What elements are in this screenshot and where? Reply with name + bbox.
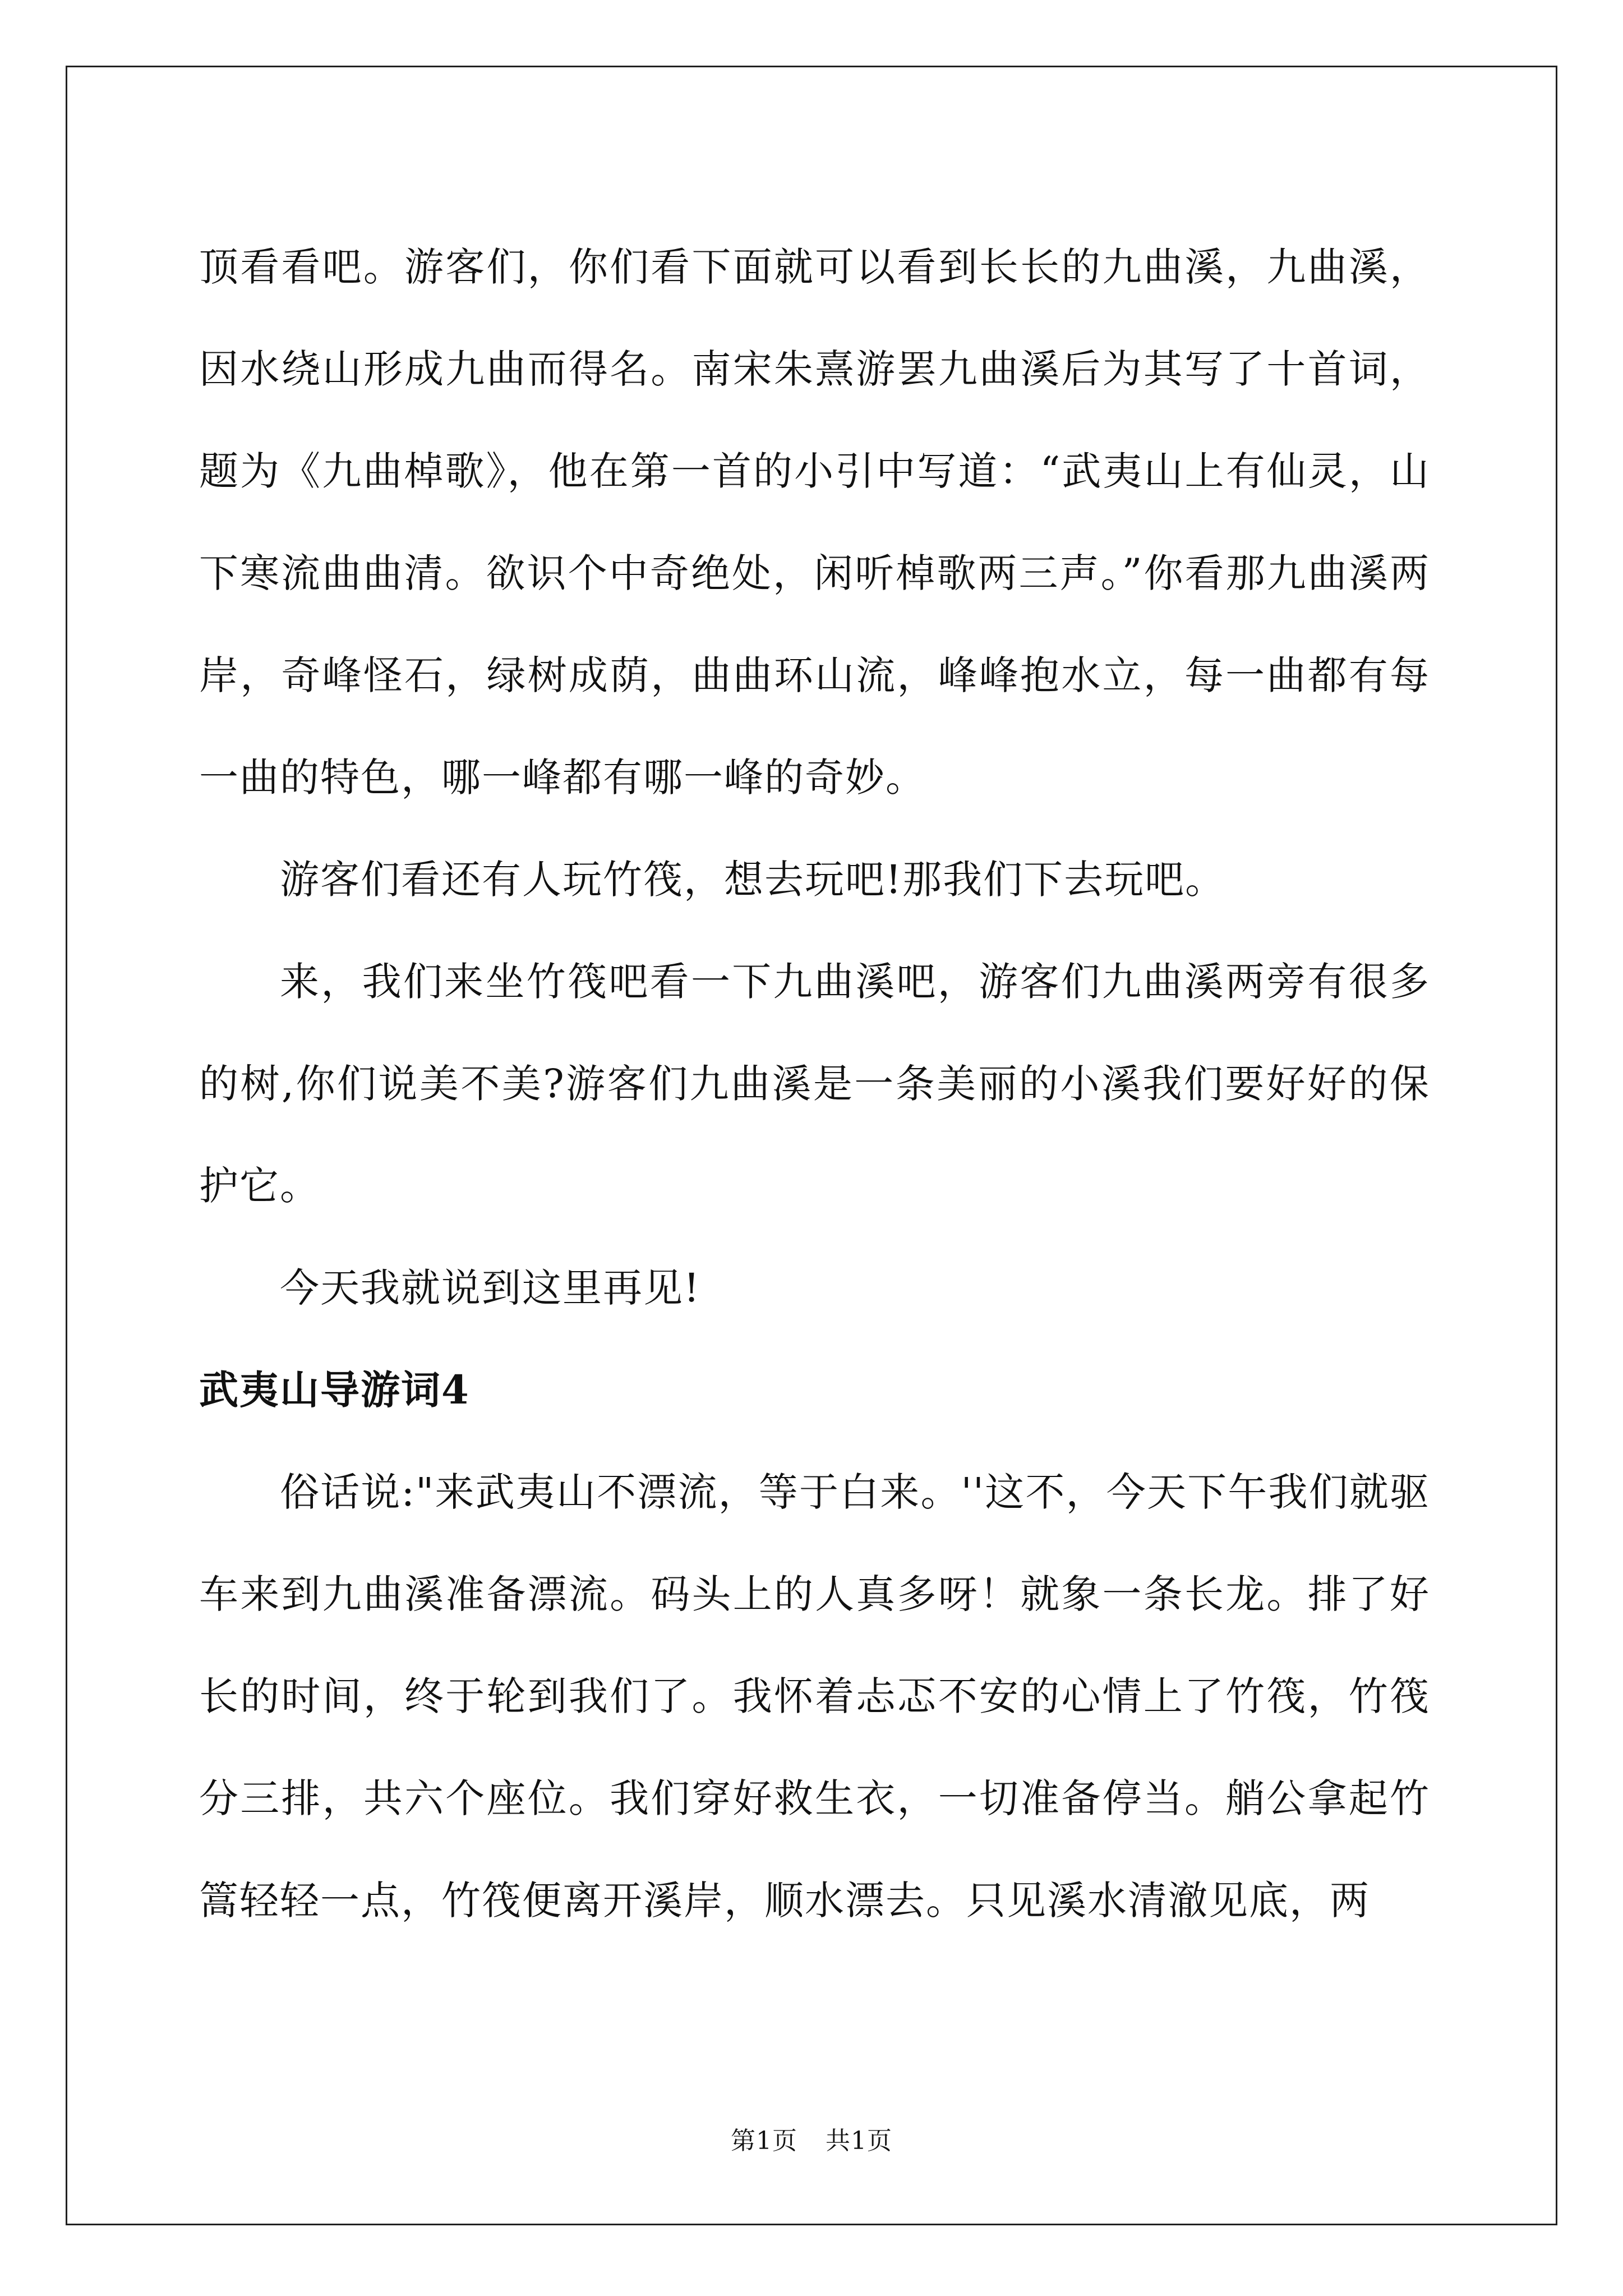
paragraph-bamboo-raft: 游客们看还有人玩竹筏，想去玩吧!那我们下去玩吧。 (280, 857, 1226, 903)
page-count: 共1页 (826, 2127, 892, 2155)
section-title: 武夷山导游词4 (199, 1366, 470, 1413)
page-footer (0, 2120, 1623, 2156)
paragraph-riding-raft: 来，我们来坐竹筏吧看一下九曲溪吧，游客们九曲溪两旁有很多的树,你们说美不美?游客们九曲溪是一条美丽的小溪我们要好好的保护它。 (199, 959, 1430, 1209)
paragraph-rafting-story: 俗话说:"来武夷山不漂流，等于白来。''这不，今天下午我们就驱车来到九曲溪准备漂流。码头上的人真多呀！就象一条长龙。排了好长的时间，终于轮到我们了。我怀着忐忑不安的心情上了竹筏，竹筏分三排，共六个座位。我们穿好救生衣，一切准备停当。艄公拿起竹篙轻轻一点，竹筏便离开溪岸，顺水漂去。只见溪水清澈见底，两 (199, 1469, 1430, 1924)
paragraph-continued: 顶看看吧。游客们，你们看下面就可以看到长长的九曲溪，九曲溪，因水绕山形成九曲而得名。南宋朱熹游罢九曲溪后为其写了十首词，题为《九曲棹歌》，他在第一首的小引中写道：“武夷山上有仙灵，山下寒流曲曲清。欲识个中奇绝处，闲听棹歌两三声。”你看那九曲溪两岸，奇峰怪石，绿树成荫，曲曲环山流，峰峰抱水立，每一曲都有每一曲的特色，哪一峰都有哪一峰的奇妙。 (199, 244, 1430, 800)
page-number: 第1页 (731, 2127, 797, 2155)
document-body (199, 216, 1430, 1952)
paragraph-farewell: 今天我就说到这里再见! (280, 1265, 701, 1311)
